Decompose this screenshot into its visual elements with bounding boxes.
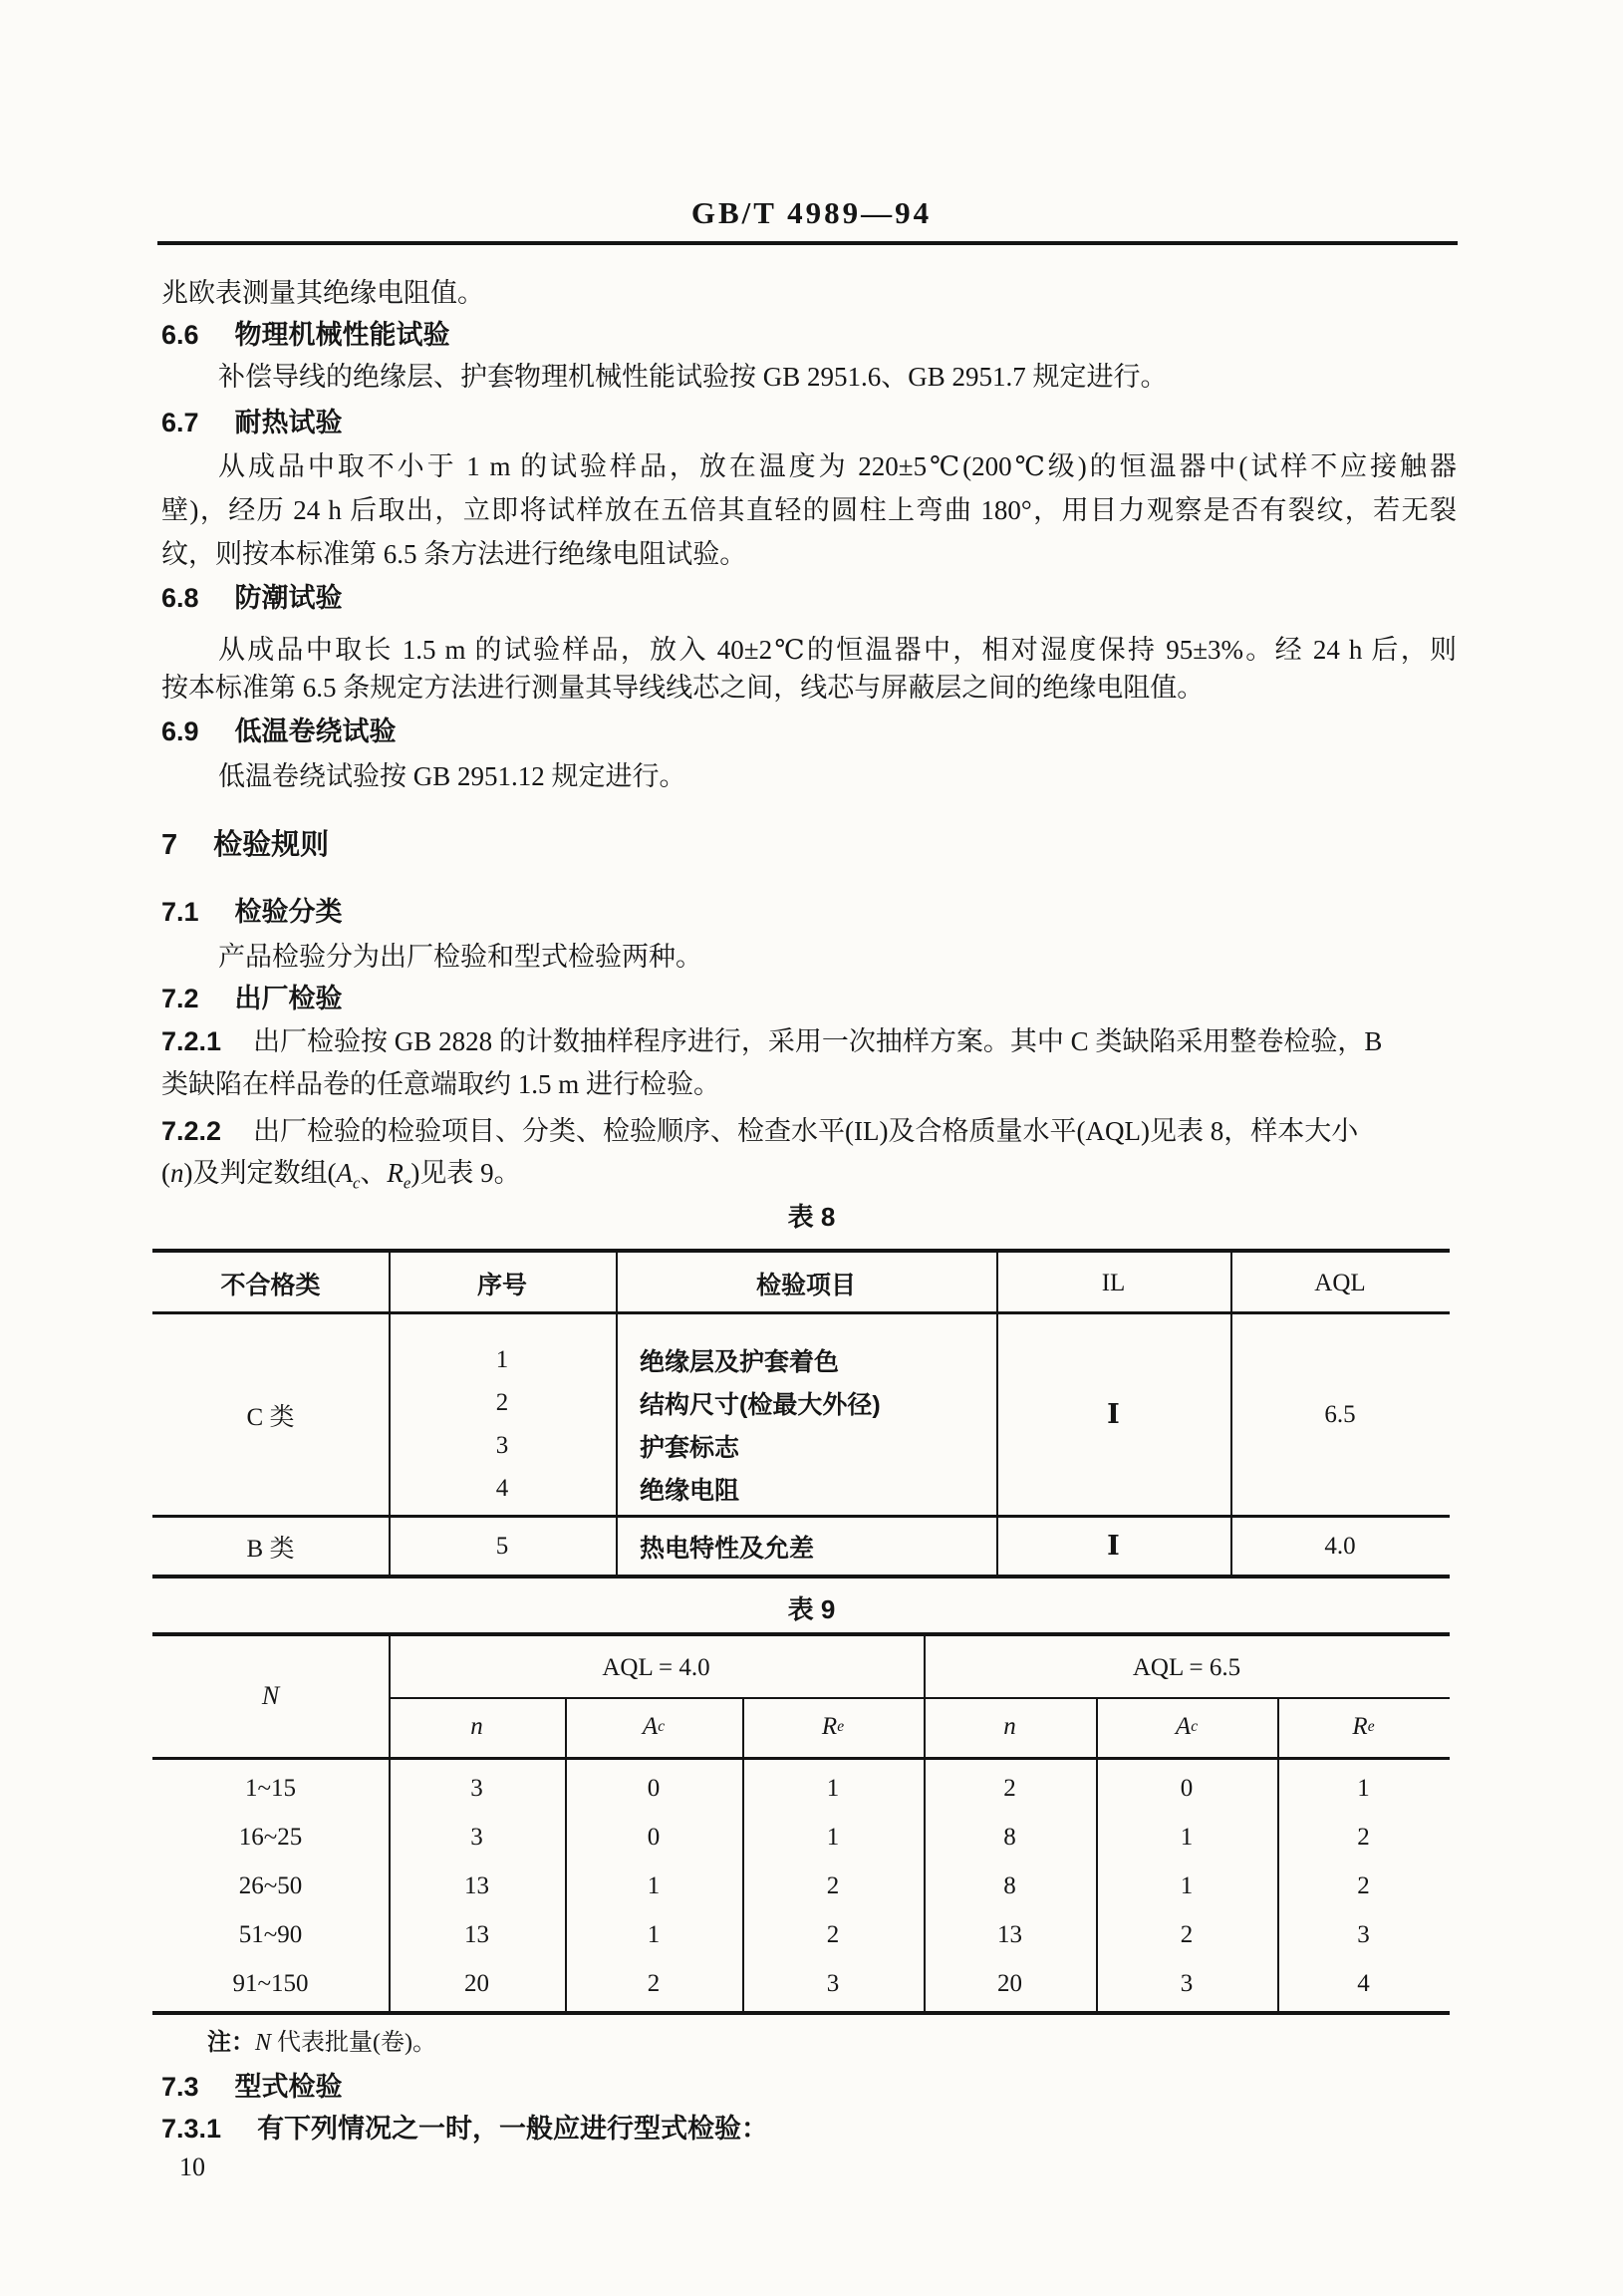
- table8: [152, 1249, 1450, 1578]
- table9-subheader-ac: [565, 1702, 742, 1752]
- table9-cell: 0: [647, 1823, 661, 1851]
- table8-b-aql: 4.0: [1324, 1532, 1356, 1560]
- table9-cell: 91~150: [232, 1969, 309, 1997]
- table9-cell: 3: [470, 1774, 483, 1802]
- standard-number-title: GB/T 4989—94: [690, 195, 933, 230]
- seq-number: 4: [495, 1474, 509, 1502]
- table9-cell: 1: [1357, 1774, 1370, 1802]
- clause-number: 7.3.1: [161, 2114, 222, 2144]
- table9-subheader-re: [1277, 1702, 1450, 1752]
- table9-cell: 2: [1357, 1871, 1370, 1899]
- table9-row: [152, 1862, 1450, 1910]
- section-number: 7: [161, 829, 178, 861]
- table9-cell: 3: [1180, 1969, 1194, 1997]
- table9-cell: 4: [1357, 1969, 1370, 1997]
- text-piece: (: [161, 1158, 170, 1188]
- table9-subheader-re: [742, 1702, 924, 1752]
- paragraph-continuation: 兆欧表测量其绝缘电阻值。: [161, 278, 484, 308]
- clause-7-1-body: 产品检验分为出厂检验和型式检验两种。: [218, 942, 702, 972]
- table8-header-seq: 序号: [476, 1272, 527, 1299]
- clause-number: 7.3: [161, 2072, 199, 2102]
- clause-6-6-body: 补偿导线的绝缘层、护套物理机械性能试验按 GB 2951.6、GB 2951.7 规定进行。: [218, 362, 1168, 392]
- symbol-a-sub: c: [1191, 1718, 1199, 1735]
- table9-cell: 2: [647, 1969, 661, 1997]
- table9-row: [152, 1764, 1450, 1813]
- clause-6-9-heading: [161, 710, 1457, 753]
- clause-6-7-heading: [161, 401, 1457, 444]
- table9-header-divider: [152, 1757, 1450, 1760]
- clause-title: 有下列情况之一时，一般应进行型式检验：: [257, 2114, 769, 2144]
- table8-header-defect-class: 不合格类: [220, 1272, 321, 1299]
- table9-caption: 表 9: [787, 1594, 836, 1624]
- table9-cell: 1: [826, 1774, 840, 1802]
- clause-6-6-heading: [161, 313, 1457, 357]
- clause-title: 型式检验: [234, 2072, 343, 2102]
- clause-text: 出厂检验按 GB 2828 的计数抽样程序进行，采用一次抽样方案。其中 C 类缺陷采用整卷检验，B: [253, 1026, 1383, 1056]
- table9-body: [152, 1764, 1450, 2008]
- symbol-r-sub: e: [1367, 1718, 1375, 1735]
- table9-cell: 2: [826, 1871, 840, 1899]
- clause-6-9-body: 低温卷绕试验按 GB 2951.12 规定进行。: [218, 761, 686, 791]
- table9-cell: 1: [826, 1823, 840, 1851]
- text-piece: 、: [360, 1158, 388, 1188]
- table8-c-il: Ⅰ: [1107, 1399, 1120, 1429]
- inspection-item: 绝缘层及护套着色: [640, 1347, 840, 1376]
- text-piece: )见表 9。: [410, 1158, 521, 1188]
- clause-6-8-line1: 从成品中取长 1.5 m 的试验样品，放入 40±2℃的恒温器中，相对湿度保持 95±3%。经 24 h 后，则: [218, 635, 1457, 665]
- clause-number: 7.2.2: [161, 1116, 222, 1146]
- clause-7-1-heading: [161, 890, 1457, 934]
- table8-c-aql: 6.5: [1324, 1400, 1356, 1428]
- table8-c-class: C 类: [246, 1403, 295, 1431]
- table9-cell: 0: [647, 1774, 661, 1802]
- table9-subheader-n: n: [1003, 1713, 1016, 1740]
- table9-header-n-batch: N: [261, 1681, 280, 1710]
- table9-cell: 3: [1357, 1920, 1370, 1948]
- table9-group-divider: [389, 1697, 1450, 1699]
- clause-7-2-1-line1: [161, 1019, 1457, 1063]
- note-symbol-n: N: [255, 2030, 272, 2056]
- table8-b-number: 5: [495, 1532, 509, 1560]
- table9-cell: 1: [1180, 1823, 1194, 1851]
- table9-cell: 13: [464, 1871, 489, 1899]
- symbol-re: R: [387, 1158, 404, 1188]
- table9-header-aql65: AQL = 6.5: [1132, 1654, 1241, 1681]
- symbol-r: R: [1352, 1713, 1368, 1740]
- clause-number: 6.9: [161, 717, 199, 746]
- table9-cell: 16~25: [238, 1823, 303, 1851]
- symbol-r-sub: e: [837, 1718, 845, 1735]
- inspection-item: 护套标志: [640, 1433, 740, 1462]
- clause-6-7-line3: 纹，则按本标准第 6.5 条方法进行绝缘电阻试验。: [161, 539, 747, 569]
- clause-number: 7.2.1: [161, 1026, 222, 1056]
- header-rule: [157, 241, 1458, 245]
- table9-cell: 0: [1180, 1774, 1194, 1802]
- clause-6-8-heading: [161, 576, 1457, 620]
- clause-title: 检验分类: [234, 897, 343, 927]
- clause-title: 物理机械性能试验: [234, 320, 450, 350]
- page-number: 10: [179, 2152, 205, 2181]
- clause-7-2-heading: [161, 977, 1457, 1020]
- seq-number: 2: [495, 1388, 509, 1416]
- symbol-a: A: [1175, 1713, 1192, 1740]
- clause-6-7-line2: 壁)，经历 24 h 后取出，立即将试样放在五倍其直轻的圆柱上弯曲 180°，用目力观察是否有裂纹，若无裂: [161, 495, 1457, 525]
- table9-row: [152, 1959, 1450, 2008]
- clause-6-7-line1: 从成品中取不小于 1 m 的试验样品，放在温度为 220±5℃(200℃级)的恒温器中(试样不应接触器: [218, 451, 1457, 481]
- table9-note: [207, 2023, 436, 2063]
- clause-text: 出厂检验的检验项目、分类、检验顺序、检查水平(IL)及合格质量水平(AQL)见表 8，样本大小: [253, 1116, 1359, 1146]
- table8-b-il: Ⅰ: [1107, 1531, 1120, 1561]
- clause-7-2-2-line1: [161, 1109, 1457, 1153]
- table8-header-item: 检验项目: [755, 1272, 856, 1299]
- table9-cell: 2: [1357, 1823, 1370, 1851]
- table9-cell: 2: [1003, 1774, 1016, 1802]
- table9-cell: 13: [997, 1920, 1022, 1948]
- table9-cell: 20: [997, 1969, 1022, 1997]
- table9-cell: 20: [464, 1969, 489, 1997]
- symbol-n: n: [170, 1158, 184, 1188]
- clause-number: 6.8: [161, 583, 199, 613]
- symbol-ac: A: [336, 1158, 353, 1188]
- table8-c-items: [640, 1338, 996, 1510]
- note-prefix: 注：: [207, 2029, 255, 2056]
- table9-cell: 1: [647, 1871, 661, 1899]
- table9-cell: 1: [1180, 1871, 1194, 1899]
- note-text: 代表批量(卷)。: [271, 2030, 436, 2056]
- table9-cell: 3: [826, 1969, 840, 1997]
- table9-header-aql40: AQL = 4.0: [602, 1654, 710, 1681]
- seq-number: 1: [495, 1345, 509, 1373]
- table8-header-aql: AQL: [1314, 1270, 1366, 1296]
- clause-title: 低温卷绕试验: [234, 717, 397, 746]
- table8-b-item: 热电特性及允差: [640, 1534, 815, 1563]
- clause-number: 6.7: [161, 408, 199, 437]
- inspection-item: 绝缘电阻: [640, 1476, 740, 1505]
- table9-cell: 2: [1180, 1920, 1194, 1948]
- table9-cell: 8: [1003, 1871, 1016, 1899]
- table9-cell: 51~90: [238, 1920, 303, 1948]
- table9-cell: 13: [464, 1920, 489, 1948]
- table9-cell: 8: [1003, 1823, 1016, 1851]
- table9-cell: 2: [826, 1920, 840, 1948]
- table9-cell: 1~15: [244, 1774, 297, 1802]
- clause-7-3-1-heading: [161, 2107, 1457, 2151]
- symbol-a: A: [642, 1713, 659, 1740]
- table9-row: [152, 1813, 1450, 1862]
- symbol-re-sub: e: [403, 1173, 411, 1193]
- symbol-r: R: [821, 1713, 838, 1740]
- text-piece: )及判定数组(: [183, 1158, 337, 1188]
- clause-number: 7.1: [161, 897, 199, 927]
- table8-c-numbers: [389, 1338, 616, 1510]
- inspection-item: 结构尺寸(检最大外径): [640, 1390, 881, 1419]
- symbol-a-sub: c: [658, 1718, 666, 1735]
- table8-caption: 表 8: [787, 1202, 836, 1232]
- clause-7-2-1-line2: 类缺陷在样品卷的任意端取约 1.5 m 进行检验。: [161, 1069, 721, 1099]
- table9-subheader-n: n: [470, 1713, 483, 1740]
- symbol-ac-sub: c: [352, 1173, 361, 1193]
- seq-number: 3: [495, 1431, 509, 1459]
- clause-title: 耐热试验: [234, 408, 343, 437]
- clause-6-8-line2: 按本标准第 6.5 条规定方法进行测量其导线线芯之间，线芯与屏蔽层之间的绝缘电阻值。: [161, 673, 1205, 703]
- table9-cell: 1: [647, 1920, 661, 1948]
- table9-subheader-ac: [1096, 1702, 1277, 1752]
- table9-cell: 26~50: [238, 1871, 303, 1899]
- section-7-heading: [161, 823, 1457, 867]
- clause-number: 7.2: [161, 984, 199, 1013]
- table9-row: [152, 1910, 1450, 1959]
- clause-number: 6.6: [161, 320, 199, 350]
- table8-header-il: IL: [1101, 1270, 1126, 1296]
- table9-cell: 3: [470, 1823, 483, 1851]
- section-title: 检验规则: [213, 829, 330, 861]
- table8-b-class: B 类: [246, 1535, 295, 1563]
- table9: [152, 1632, 1450, 2015]
- clause-title: 出厂检验: [234, 984, 343, 1013]
- clause-title: 防潮试验: [234, 583, 343, 613]
- clause-7-3-heading: [161, 2065, 1457, 2109]
